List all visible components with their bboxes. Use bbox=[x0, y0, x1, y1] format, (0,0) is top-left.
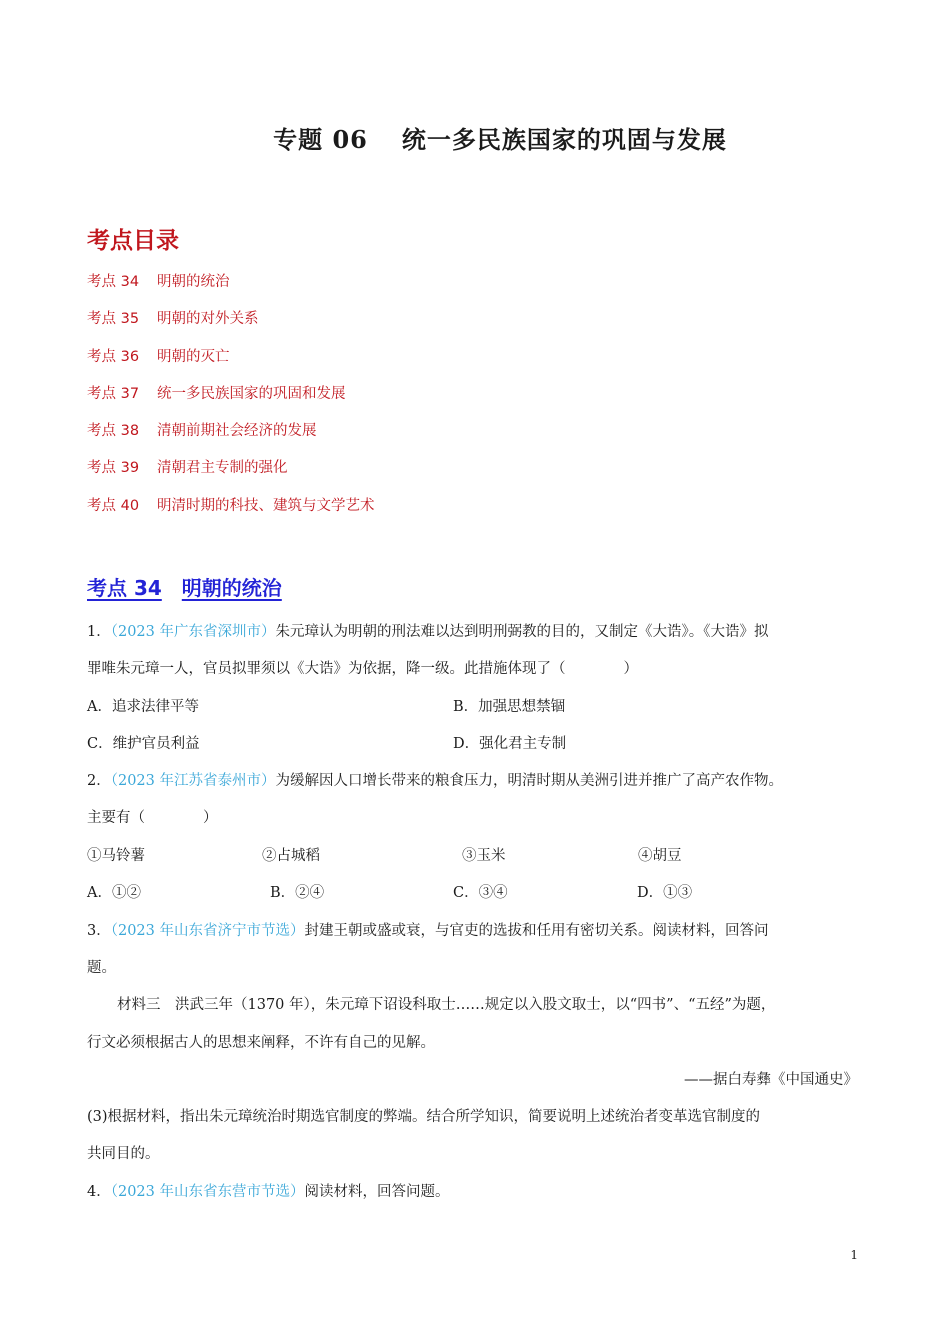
page-number: 1 bbox=[850, 1248, 858, 1262]
q2-text1: 为缓解因人口增长带来的粮食压力，明清时期从美洲引进并推广了高产农作物。 bbox=[275, 773, 783, 789]
q1-source: （2023 年广东省深圳市） bbox=[110, 624, 276, 640]
q1-option-b[interactable]: B．加强思想禁锢 bbox=[453, 699, 566, 715]
q4-source: （2023 年山东省东营市节选） bbox=[110, 1184, 305, 1200]
q3-citation: ——据白寿彝《中国通史》 bbox=[684, 1072, 858, 1088]
q2-source: （2023 年江苏省泰州市） bbox=[110, 773, 276, 789]
toc-list bbox=[87, 270, 375, 531]
toc-item-num: 考点 39 bbox=[87, 460, 140, 477]
toc-item[interactable] bbox=[87, 307, 375, 344]
section-label: 明朝的统治 bbox=[181, 576, 282, 600]
toc-heading: 考点目录 bbox=[87, 228, 179, 254]
toc-item-label: 明清时期的科技、建筑与文学艺术 bbox=[157, 497, 375, 514]
q1-text1: 朱元璋认为明朝的刑法难以达到明刑弼教的目的，又制定《大诰》。《大诰》拟 bbox=[275, 624, 769, 640]
title-part1: 专题 06 bbox=[273, 125, 368, 154]
q3-material-line2: 行文必须根据古人的思想来阐释，不许有自己的见解。 bbox=[87, 1035, 435, 1051]
toc-item[interactable] bbox=[87, 345, 375, 382]
q2-item-3: ③玉米 bbox=[462, 848, 506, 864]
toc-item[interactable] bbox=[87, 456, 375, 493]
q2-item-1: ①马铃薯 bbox=[87, 848, 145, 864]
q2-line1 bbox=[87, 769, 783, 790]
q4-line1 bbox=[87, 1180, 450, 1201]
toc-item-num: 考点 34 bbox=[87, 274, 140, 290]
q3-text1: 封建王朝或盛或衰，与官吏的选拔和任用有密切关系。阅读材料，回答问 bbox=[304, 923, 769, 939]
q3-material-line1: 材料三 洪武三年（1370 年），朱元璋下诏设科取士……规定以入股文取士，以“四书”、“五经”为题， bbox=[117, 997, 776, 1013]
section-num: 考点 34 bbox=[87, 576, 162, 600]
toc-item-label: 清朝前期社会经济的发展 bbox=[157, 423, 317, 440]
page-title bbox=[0, 120, 950, 155]
toc-item-num: 考点 40 bbox=[87, 497, 140, 514]
q1-option-d[interactable]: D．强化君主专制 bbox=[453, 736, 567, 752]
q3-source: （2023 年山东省济宁市节选） bbox=[110, 923, 305, 939]
toc-item-label: 明朝的对外关系 bbox=[157, 311, 259, 328]
title-part2: 统一多民族国家的巩固与发展 bbox=[401, 125, 727, 154]
q3-num: 3． bbox=[87, 923, 111, 939]
toc-item[interactable] bbox=[87, 494, 375, 531]
q3-line2: 题。 bbox=[87, 960, 116, 976]
q2-option-d[interactable]: D．①③ bbox=[637, 885, 693, 901]
section-heading[interactable] bbox=[87, 572, 282, 601]
q2-option-b[interactable]: B．②④ bbox=[270, 885, 325, 901]
q1-line2: 罪唯朱元璋一人，官员拟罪须以《大诰》为依据，降一级。此措施体现了（ ） bbox=[87, 661, 638, 677]
toc-item-label: 明朝的统治 bbox=[157, 274, 230, 290]
q1-option-a[interactable]: A．追求法律平等 bbox=[87, 699, 199, 715]
q3-sub-line2: 共同目的。 bbox=[87, 1146, 160, 1162]
toc-item[interactable] bbox=[87, 419, 375, 456]
q2-option-a[interactable]: A．①② bbox=[87, 885, 141, 901]
toc-item-num: 考点 36 bbox=[87, 348, 140, 365]
q3-sub-line1: (3)根据材料，指出朱元璋统治时期选官制度的弊端。结合所学知识，简要说明上述统治者变革选官制度的 bbox=[87, 1109, 761, 1125]
toc-item[interactable] bbox=[87, 382, 375, 419]
toc-item[interactable] bbox=[87, 270, 375, 307]
toc-item-num: 考点 38 bbox=[87, 423, 140, 440]
q2-item-2: ②占城稻 bbox=[262, 848, 320, 864]
q2-option-c[interactable]: C．③④ bbox=[453, 885, 508, 901]
q1-line1 bbox=[87, 620, 769, 641]
toc-item-label: 清朝君主专制的强化 bbox=[157, 460, 288, 477]
q1-option-c[interactable]: C．维护官员利益 bbox=[87, 736, 200, 752]
q4-num: 4． bbox=[87, 1184, 111, 1200]
q2-num: 2． bbox=[87, 773, 111, 789]
q2-line2: 主要有（ ） bbox=[87, 810, 218, 826]
toc-item-num: 考点 35 bbox=[87, 311, 140, 328]
toc-item-label: 明朝的灭亡 bbox=[157, 348, 230, 365]
toc-item-num: 考点 37 bbox=[87, 385, 140, 402]
q2-item-4: ④胡豆 bbox=[638, 848, 682, 864]
q3-line1 bbox=[87, 919, 769, 940]
q4-text: 阅读材料，回答问题。 bbox=[304, 1184, 450, 1200]
q1-num: 1． bbox=[87, 624, 111, 640]
toc-item-label: 统一多民族国家的巩固和发展 bbox=[157, 385, 346, 402]
